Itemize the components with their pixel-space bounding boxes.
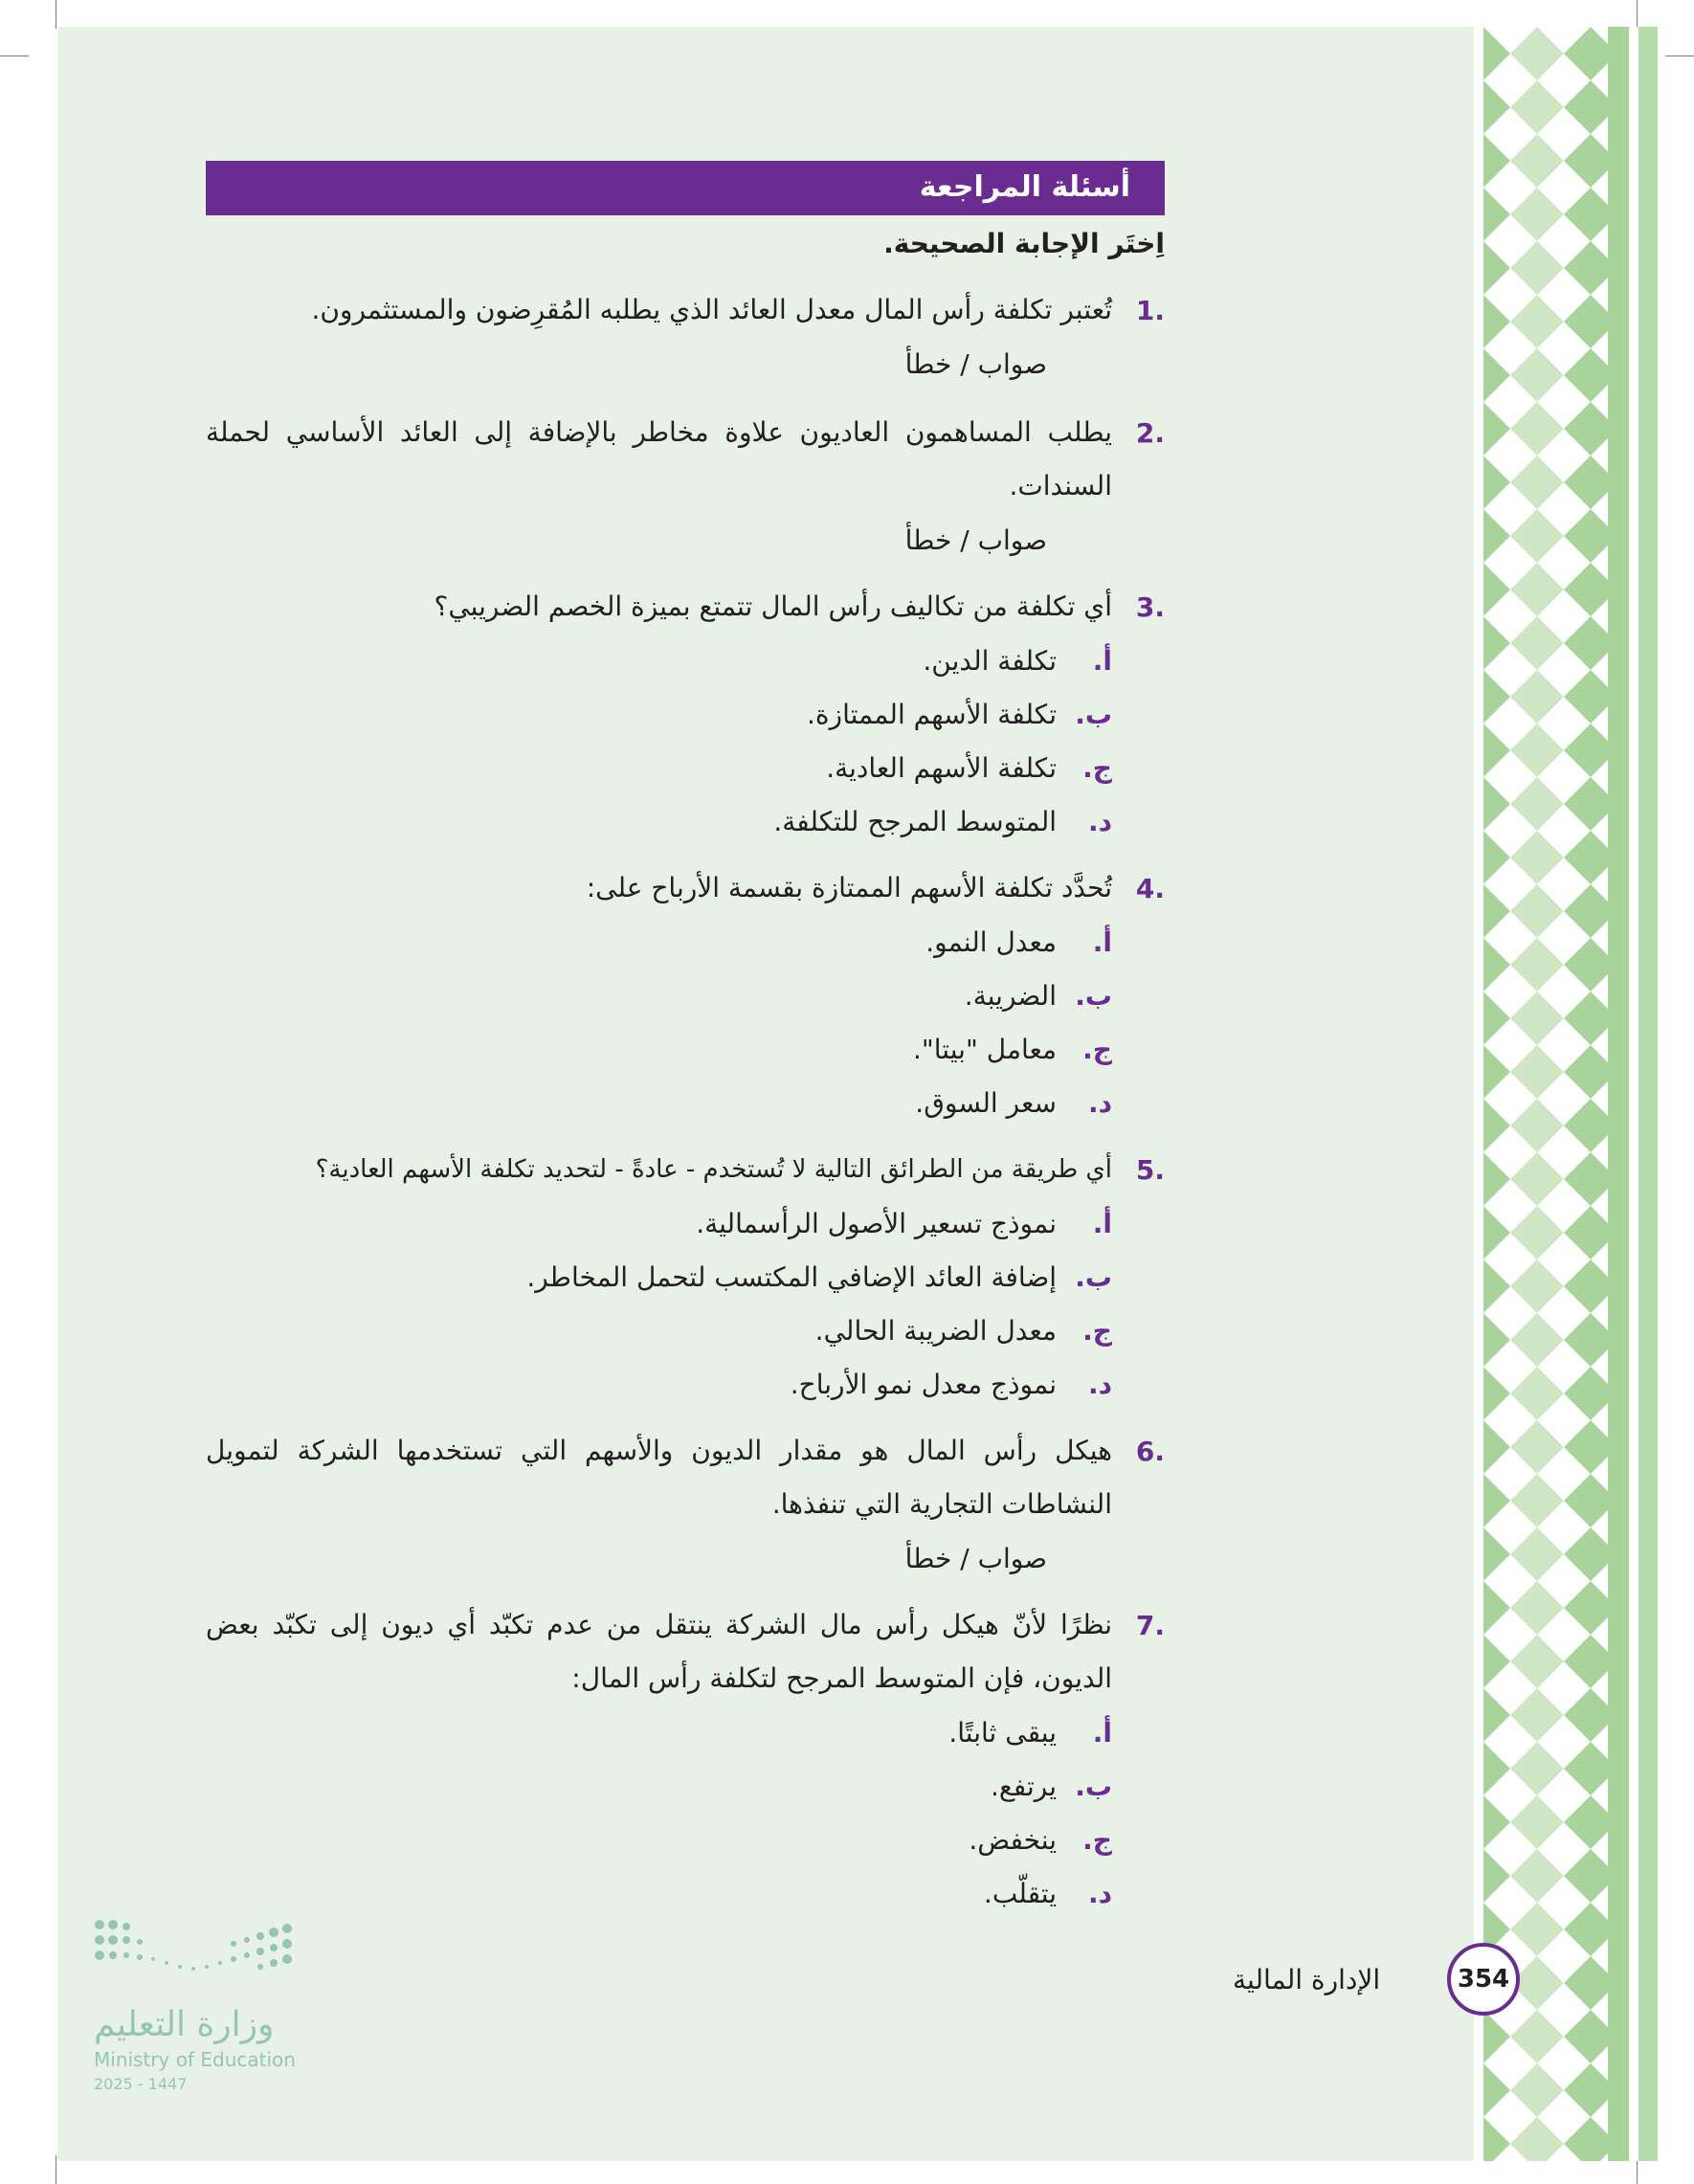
option-text: سعر السوق.: [915, 1087, 1057, 1119]
page: [57, 27, 1474, 2161]
option-text: تكلفة الأسهم العادية.: [826, 752, 1057, 784]
option-letter: أ.: [1092, 1208, 1112, 1239]
question-number: .6: [1135, 1436, 1165, 1467]
question-text: يطلب المساهمون العاديون علاوة مخاطر بالإضافة إلى العائد الأساسي لحملة السندات.: [206, 416, 1112, 501]
option-b: [965, 980, 1112, 1012]
option-text: يرتفع.: [990, 1771, 1057, 1802]
option-a: [696, 1208, 1112, 1239]
option-d: [773, 806, 1112, 837]
option-text: الضريبة.: [964, 980, 1057, 1012]
ministry-logo-arabic: وزارة التعليم: [94, 2005, 275, 2044]
option-letter: ج.: [1082, 1034, 1112, 1065]
option-letter: أ.: [1092, 645, 1112, 677]
option-b: [526, 1261, 1112, 1293]
option-text: تكلفة الأسهم الممتازة.: [806, 699, 1057, 730]
option-a: [923, 645, 1112, 677]
section-header-bar: [206, 161, 1165, 215]
option-d: [984, 1878, 1112, 1909]
true-false-label: صواب / خطأ: [904, 1543, 1047, 1574]
page-number: 354: [1447, 1943, 1520, 2016]
ministry-logo-icon: [94, 1919, 300, 1986]
option-letter: ج.: [1082, 1824, 1112, 1856]
instruction-text: اِختَر الإجابة الصحيحة.: [883, 228, 1165, 259]
option-letter: أ.: [1092, 926, 1112, 958]
option-text: تكلفة الدين.: [923, 645, 1057, 677]
question-number: .2: [1135, 417, 1165, 449]
option-letter: أ.: [1092, 1717, 1112, 1749]
option-b: [991, 1771, 1112, 1802]
question-text: أي طريقة من الطرائق التالية لا تُستخدم - عادةً - لتحديد تكلفة الأسهم العادية؟: [315, 1155, 1112, 1184]
option-text: إضافة العائد الإضافي المكتسب لتحمل المخاطر.: [526, 1261, 1057, 1293]
true-false-label: صواب / خطأ: [904, 348, 1047, 380]
option-letter: ب.: [1075, 980, 1112, 1012]
option-text: ينخفض.: [969, 1824, 1057, 1856]
option-c: [815, 1315, 1112, 1347]
question-text: أي تكلفة من تكاليف رأس المال تتمتع بميزة الخصم الضريبي؟: [434, 591, 1112, 622]
option-letter: ب.: [1075, 1771, 1112, 1802]
option-text: نموذج تسعير الأصول الرأسمالية.: [696, 1208, 1057, 1239]
option-b: [807, 699, 1112, 730]
option-text: المتوسط المرجح للتكلفة.: [773, 806, 1057, 837]
question-number: .3: [1135, 591, 1165, 623]
question-text: نظرًا لأنّ هيكل رأس مال الشركة ينتقل من عدم تكبّد أي ديون إلى تكبّد بعض الديون، فإن المتوسط المرجح لتكلفة رأس المال:: [206, 1609, 1112, 1694]
option-c: [969, 1824, 1112, 1856]
option-d: [791, 1369, 1112, 1400]
question-number: .7: [1135, 1610, 1165, 1641]
option-c: [913, 1034, 1112, 1065]
option-letter: ب.: [1075, 1261, 1112, 1293]
option-text: يبقى ثابتًا.: [948, 1717, 1057, 1749]
option-letter: ب.: [1075, 699, 1112, 730]
option-letter: د.: [1087, 806, 1112, 837]
option-text: يتقلّب.: [983, 1878, 1057, 1909]
ministry-logo-year: 2025 - 1447: [94, 2075, 188, 2093]
question-text: تُحدَّد تكلفة الأسهم الممتازة بقسمة الأرباح على:: [586, 872, 1112, 903]
question-number: .5: [1135, 1154, 1165, 1186]
question-number: .1: [1135, 295, 1165, 326]
option-a: [948, 1717, 1112, 1749]
question-number: .4: [1135, 873, 1165, 904]
option-text: معدل النمو.: [925, 926, 1057, 958]
option-letter: ج.: [1082, 752, 1112, 784]
option-letter: د.: [1087, 1369, 1112, 1400]
option-text: نموذج معدل نمو الأرباح.: [790, 1369, 1057, 1400]
option-letter: د.: [1087, 1087, 1112, 1119]
option-c: [826, 752, 1112, 784]
decorative-border-pattern: [1483, 27, 1665, 2161]
question-text: هيكل رأس المال هو مقدار الديون والأسهم التي تستخدمها الشركة لتمويل النشاطات التجارية التي تنفذها.: [206, 1435, 1112, 1520]
option-letter: د.: [1087, 1878, 1112, 1909]
ministry-logo-english: Ministry of Education: [94, 2048, 296, 2071]
option-letter: ج.: [1082, 1315, 1112, 1347]
footer-book-title: الإدارة المالية: [1233, 1964, 1381, 1995]
option-text: معدل الضريبة الحالي.: [814, 1315, 1057, 1347]
option-d: [915, 1087, 1112, 1119]
option-text: معامل "بيتا".: [912, 1034, 1057, 1065]
option-a: [925, 926, 1112, 958]
true-false-label: صواب / خطأ: [904, 524, 1047, 556]
question-text: تُعتبر تكلفة رأس المال معدل العائد الذي يطلبه المُقرِضون والمستثمرون.: [311, 294, 1112, 325]
crop-mark: [1637, 0, 1638, 29]
section-title: أسئلة المراجعة: [919, 170, 1130, 204]
